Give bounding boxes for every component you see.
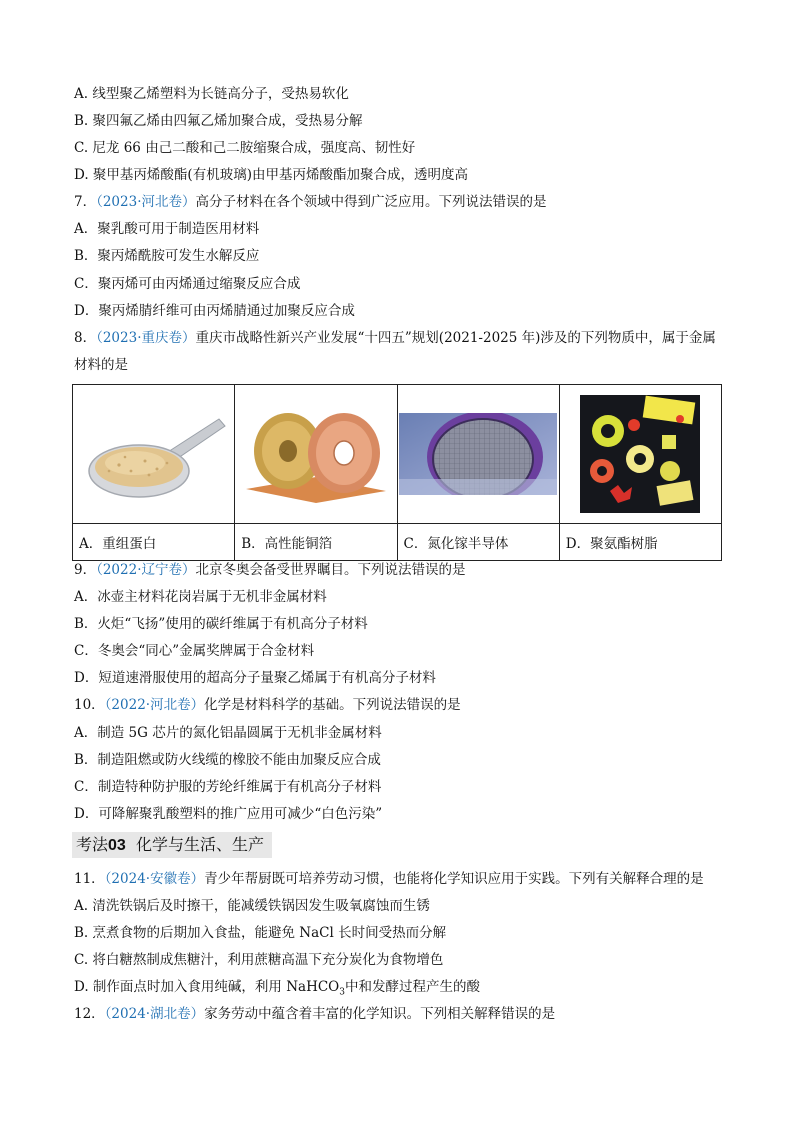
q9-option-d: D．短道速滑服使用的超高分子量聚乙烯属于有机高分子材料 [74, 670, 436, 686]
q9-number: 9． [74, 562, 97, 578]
q11-option-a: A. 清洗铁锅后及时擦干，能减缓铁锅因发生吸氧腐蚀而生锈 [74, 898, 430, 914]
q12-source: （2024·湖北卷） [104, 1006, 205, 1022]
q7-stem [74, 192, 547, 212]
q8-option-d-label: D．聚氨酯树脂 [559, 524, 721, 561]
q8-option-b-label: B．高性能铜箔 [235, 524, 397, 561]
q10-option-c: C．制造特种防护服的芳纶纤维属于有机高分子材料 [74, 779, 382, 795]
q9-option-b: B．火炬“飞扬”使用的碳纤维属于有机高分子材料 [74, 616, 368, 632]
q10-text: 化学是材料科学的基础。下列说法错误的是 [204, 697, 461, 713]
section-prefix: 考法 [76, 835, 109, 854]
q12-text: 家务劳动中蕴含着丰富的化学知识。下列相关解释错误的是 [204, 1006, 556, 1022]
protein-powder-scoop-icon [79, 399, 229, 509]
q9-option-a: A．冰壶主材料花岗岩属于无机非金属材料 [74, 589, 327, 605]
q8-stem [74, 328, 716, 348]
q8-number: 8． [74, 330, 97, 346]
q11-number: 11． [74, 871, 105, 887]
q11-option-c: C. 将白糖熬制成焦糖汁，利用蔗糖高温下充分炭化为食物增色 [74, 952, 444, 968]
section-heading [72, 832, 272, 858]
q11-option-b: B. 烹煮食物的后期加入食盐，能避免 NaCl 长时间受热而分解 [74, 925, 447, 941]
q8-image-cell-b [235, 385, 397, 524]
q7-option-c: C．聚丙烯可由丙烯通过缩聚反应合成 [74, 276, 301, 292]
q7-option-b: B．聚丙烯酰胺可发生水解反应 [74, 248, 260, 264]
q6-option-a: A. 线型聚乙烯塑料为长链高分子，受热易软化 [74, 86, 349, 102]
q8-option-c-label: C．氮化镓半导体 [397, 524, 559, 561]
q11-option-d-subscript: 3 [339, 987, 345, 998]
q9-text: 北京冬奥会备受世界瞩目。下列说法错误的是 [195, 562, 466, 578]
q7-source: （2023·河北卷） [96, 194, 196, 210]
q10-option-d: D．可降解聚乳酸塑料的推广应用可减少“白色污染” [74, 806, 383, 822]
polyurethane-parts-icon [580, 395, 700, 513]
q10-source: （2022·河北卷） [104, 697, 205, 713]
q8-image-cell-a [73, 385, 235, 524]
q9-stem [74, 560, 466, 580]
q7-option-d: D．聚丙烯腈纤维可由丙烯腈通过加聚反应合成 [74, 303, 355, 319]
q11-stem [74, 869, 704, 889]
q8-option-a-label: A．重组蛋白 [73, 524, 235, 561]
q11-option-d-pre: D. 制作面点时加入食用纯碱，利用 NaHCO [74, 979, 340, 995]
q9-option-c: C．冬奥会“同心”金属奖牌属于合金材料 [74, 643, 315, 659]
q11-option-d-post: 中和发酵过程产生的酸 [344, 979, 480, 995]
q6-option-c: C. 尼龙 66 由己二酸和己二胺缩聚合成，强度高、韧性好 [74, 140, 416, 156]
q7-text: 高分子材料在各个领域中得到广泛应用。下列说法错误的是 [195, 194, 547, 210]
q10-option-b: B．制造阻燃或防火线缆的橡胶不能由加聚反应合成 [74, 752, 381, 768]
section-title: 化学与生活、生产 [135, 835, 264, 854]
q8-text: 重庆市战略性新兴产业发展“十四五”规划(2021-2025 年)涉及的下列物质中，属于金属 [195, 330, 716, 346]
q6-option-d: D. 聚甲基丙烯酸酯(有机玻璃)由甲基丙烯酸酯加聚合成，透明度高 [74, 167, 468, 183]
copper-foil-rolls-icon [236, 399, 396, 509]
q12-stem [74, 1004, 555, 1024]
q7-number: 7． [74, 194, 97, 210]
gallium-nitride-wafer-icon [399, 413, 557, 495]
q8-image-cell-c [397, 385, 559, 524]
q8-stem-continued: 材料的是 [74, 357, 128, 373]
q8-options-table [72, 384, 722, 561]
q12-number: 12． [74, 1006, 105, 1022]
q10-stem [74, 695, 461, 715]
q11-text: 青少年帮厨既可培养劳动习惯，也能将化学知识应用于实践。下列有关解释合理的是 [204, 871, 704, 887]
section-number: 03 [108, 837, 126, 854]
q8-image-cell-d [559, 385, 721, 524]
q10-number: 10． [74, 697, 105, 713]
q11-option-d [74, 977, 480, 1003]
q6-option-b: B. 聚四氟乙烯由四氟乙烯加聚合成，受热易分解 [74, 113, 363, 129]
q7-option-a: A．聚乳酸可用于制造医用材料 [74, 221, 260, 237]
q9-source: （2022·辽宁卷） [96, 562, 196, 578]
q8-source: （2023·重庆卷） [96, 330, 196, 346]
q11-source: （2024·安徽卷） [104, 871, 205, 887]
q10-option-a: A．制造 5G 芯片的氮化铝晶圆属于无机非金属材料 [74, 725, 382, 741]
